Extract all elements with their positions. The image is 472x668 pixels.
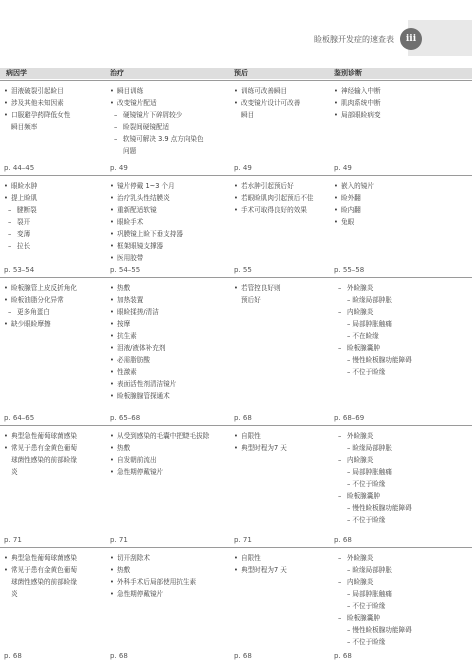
table-header-row (0, 68, 472, 79)
sub-item: – 拉长 (4, 240, 96, 252)
sub-item: – 变薄 (4, 228, 96, 240)
cell-treatment (110, 180, 226, 264)
item-continuation: 问题 (123, 147, 137, 155)
page-reference: p. 55–58 (334, 266, 365, 274)
item-continuation: – 局部肿胀触痛 (347, 468, 392, 476)
bullet-item: • 缺少眼睑摩擦 (4, 318, 96, 330)
item-continuation: 球菌性感染的前部睑缘 (11, 456, 77, 464)
bullet-item: • 急性期停戴镜片 (110, 466, 226, 478)
cell-differential (334, 85, 468, 121)
bullet-item: • 常见于患有金黄色葡萄 (4, 564, 96, 576)
bullet-item: • 典型急性葡萄球菌感染 (4, 430, 96, 442)
bullet-item: • 改变镜片配适 (110, 97, 226, 109)
sub-item: – 外睑腺炎 (334, 552, 468, 564)
bullet-item: • 镜片停戴 1~3 个月 (110, 180, 226, 192)
item-continuation: – 局部肿胀触痛 (347, 590, 392, 598)
bullet-item: • 局部眼睑病变 (334, 109, 468, 121)
bullet-item: • 典型时程为7 天 (234, 564, 328, 576)
page-number-badge: iii (400, 28, 422, 50)
bullet-item: • 眼睑手术 (110, 216, 226, 228)
sub-item: – 内睑腺炎 (334, 576, 468, 588)
bullet-item: • 急性期停戴镜片 (110, 588, 226, 600)
bullet-item: • 训练可改善瞬目 (234, 85, 328, 97)
cell-differential (334, 180, 468, 228)
bullet-item: • 典型时程为7 天 (234, 442, 328, 454)
page-reference: p. 49 (234, 164, 252, 172)
item-continuation: – 慢性睑板腺功能障碍 (347, 504, 412, 512)
bullet-item: • 医用胶带 (110, 252, 226, 264)
page-reference: p. 53–54 (4, 266, 35, 274)
bullet-item: • 典型急性葡萄球菌感染 (4, 552, 96, 564)
bullet-item: • 常见于患有金黄色葡萄 (4, 442, 96, 454)
item-continuation: – 睑缘局部肿胀 (347, 296, 392, 304)
column-header-prognosis: 预后 (234, 69, 248, 77)
page-reference: p. 44–45 (4, 164, 35, 172)
bullet-item: • 切开刮除术 (110, 552, 226, 564)
page-reference: p. 68 (334, 652, 352, 660)
cell-etiology (4, 552, 96, 600)
sub-item: – 腱断裂 (4, 204, 96, 216)
sub-item: – 睑板腺囊肿 (334, 612, 468, 624)
sub-item: – 内睑腺炎 (334, 306, 468, 318)
page-reference: p. 55 (234, 266, 252, 274)
page-reference: p. 65–68 (110, 414, 141, 422)
bullet-item: • 泪液破裂引起睑目 (4, 85, 96, 97)
bullet-item: • 肌肉系统中断 (334, 97, 468, 109)
sub-item: – 裂开 (4, 216, 96, 228)
column-header-differential: 鉴别诊断 (334, 69, 362, 77)
sub-item: – 硬镜镜片下碎屑较少 (110, 109, 226, 121)
item-continuation: – 不位于睑缘 (347, 602, 386, 610)
item-continuation: 炎 (11, 590, 18, 598)
page-reference: p. 68–69 (334, 414, 365, 422)
item-continuation: 球菌性感染的前部睑缘 (11, 578, 77, 586)
item-continuation: – 不位于睑缘 (347, 638, 386, 646)
cell-prognosis (234, 552, 328, 576)
bullet-item: • 必需脂肪酸 (110, 354, 226, 366)
cell-treatment (110, 282, 226, 402)
table-row (0, 175, 472, 278)
item-continuation: – 睑缘局部肿胀 (347, 444, 392, 452)
item-continuation: 预后好 (241, 296, 261, 304)
item-continuation: 瞬目频率 (11, 123, 38, 131)
bullet-item: • 自限性 (234, 552, 328, 564)
page-reference: p. 68 (234, 652, 252, 660)
bullet-item: • 睑板腺管上皮反折角化 (4, 282, 96, 294)
cell-treatment (110, 430, 226, 478)
cell-etiology (4, 430, 96, 478)
sub-item: – 更多角蛋白 (4, 306, 96, 318)
page-reference: p. 64–65 (4, 414, 35, 422)
bullet-item: • 口服避孕药降低女性 (4, 109, 96, 121)
item-continuation: – 不位于睑缘 (347, 516, 386, 524)
item-continuation: 炎 (11, 468, 18, 476)
cell-treatment (110, 552, 226, 600)
table-row (0, 277, 472, 426)
cell-prognosis (234, 282, 328, 306)
cell-prognosis (234, 430, 328, 454)
bullet-item: • 睑板腺腺管探通术 (110, 390, 226, 402)
item-continuation: – 慢性睑板腺功能障碍 (347, 356, 412, 364)
running-title: 睑板腺开发症的速查表 (314, 35, 394, 44)
bullet-item: • 加热装置 (110, 294, 226, 306)
table-row (0, 425, 472, 548)
bullet-item: • 巩膜镜上睑下垂支持器 (110, 228, 226, 240)
cell-differential (334, 552, 468, 648)
column-header-etiology: 病因学 (6, 69, 27, 77)
item-continuation: – 睑缘局部肿胀 (347, 566, 392, 574)
cell-etiology (4, 85, 96, 133)
cell-prognosis (234, 180, 328, 216)
bullet-item: • 热敷 (110, 442, 226, 454)
bullet-item: • 性激素 (110, 366, 226, 378)
table-row (0, 547, 472, 664)
bullet-item: • 若水肿引起预后好 (234, 180, 328, 192)
page-reference: p. 49 (110, 164, 128, 172)
table-row (0, 80, 472, 176)
sub-item: – 内睑腺炎 (334, 454, 468, 466)
page-reference: p. 71 (234, 536, 252, 544)
bullet-item: • 自发朝前流出 (110, 454, 226, 466)
page-reference: p. 68 (4, 652, 22, 660)
page-header (0, 0, 472, 56)
page-reference: p. 68 (110, 652, 128, 660)
sub-item: – 睑板腺囊肿 (334, 342, 468, 354)
cell-etiology (4, 180, 96, 252)
bullet-item: • 神经输入中断 (334, 85, 468, 97)
item-continuation: – 不在睑缘 (347, 332, 379, 340)
sub-item: – 外睑腺炎 (334, 282, 468, 294)
bullet-item: • 嵌入的镜片 (334, 180, 468, 192)
bullet-item: • 框架眼镜支撑器 (110, 240, 226, 252)
bullet-item: • 改变镜片设计可改善 (234, 97, 328, 109)
column-header-treatment: 治疗 (110, 69, 124, 77)
cell-etiology (4, 282, 96, 330)
page-reference: p. 71 (4, 536, 22, 544)
item-continuation: – 局部肿胀触痛 (347, 320, 392, 328)
bullet-item: • 若管控良好则 (234, 282, 328, 294)
sub-item: – 睑板腺囊肿 (334, 490, 468, 502)
bullet-item: • 睑内翻 (334, 204, 468, 216)
bullet-item: • 眼睑揉搓/清洁 (110, 306, 226, 318)
bullet-item: • 睑板油脂分化异常 (4, 294, 96, 306)
page-reference: p. 68 (234, 414, 252, 422)
bullet-item: • 睑外翻 (334, 192, 468, 204)
page-reference: p. 54–55 (110, 266, 141, 274)
page-reference: p. 49 (334, 164, 352, 172)
bullet-item: • 治疗乳头性结膜炎 (110, 192, 226, 204)
cell-treatment (110, 85, 226, 157)
bullet-item: • 从受到感染的毛囊中把睫毛拔除 (110, 430, 226, 442)
cell-differential (334, 282, 468, 378)
page-reference: p. 68 (334, 536, 352, 544)
bullet-item: • 热敷 (110, 282, 226, 294)
bullet-item: • 自限性 (234, 430, 328, 442)
bullet-item: • 提上睑肌 (4, 192, 96, 204)
item-continuation: – 不位于睑缘 (347, 480, 386, 488)
bullet-item: • 抗生素 (110, 330, 226, 342)
cell-differential (334, 430, 468, 526)
quick-reference-table (0, 68, 472, 660)
item-continuation: – 不位于睑缘 (347, 368, 386, 376)
bullet-item: • 按摩 (110, 318, 226, 330)
bullet-item: • 若眼睑肌肉引起预后不佳 (234, 192, 328, 204)
bullet-item: • 兔眼 (334, 216, 468, 228)
bullet-item: • 重新配适软镜 (110, 204, 226, 216)
bullet-item: • 泪液/液体补充剂 (110, 342, 226, 354)
bullet-item: • 手术可取得良好的效果 (234, 204, 328, 216)
bullet-item: • 表面活性剂清洁镜片 (110, 378, 226, 390)
sub-item: – 睑裂间硬镜配适 (110, 121, 226, 133)
bullet-item: • 外科手术后局部使用抗生素 (110, 576, 226, 588)
item-continuation: 瞬目 (241, 111, 255, 119)
bullet-item: • 瞬目训练 (110, 85, 226, 97)
sub-item: – 外睑腺炎 (334, 430, 468, 442)
sub-item: – 软镜可解决 3.9 点方向染色 (110, 133, 226, 145)
cell-prognosis (234, 85, 328, 121)
page-reference: p. 71 (110, 536, 128, 544)
bullet-item: • 热敷 (110, 564, 226, 576)
bullet-item: • 涉及其他未知因素 (4, 97, 96, 109)
item-continuation: – 慢性睑板腺功能障碍 (347, 626, 412, 634)
bullet-item: • 眼睑水肿 (4, 180, 96, 192)
